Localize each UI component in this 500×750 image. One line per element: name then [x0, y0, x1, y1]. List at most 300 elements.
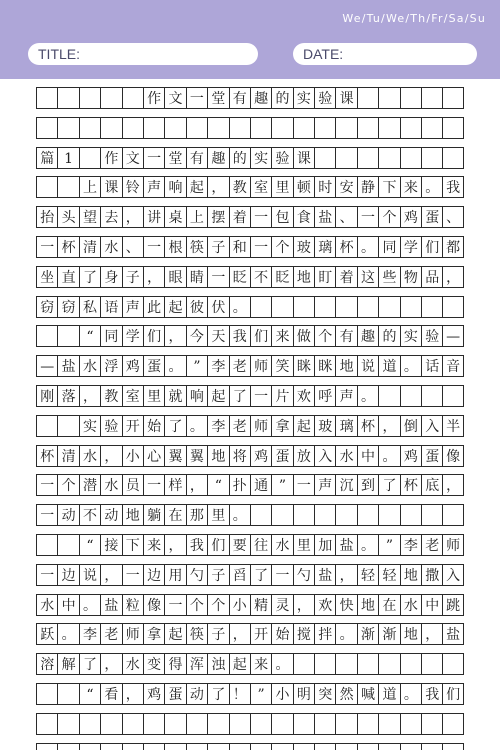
grid-cell [36, 117, 57, 139]
grid-cell: 们 [250, 325, 271, 347]
grid-cell [36, 325, 57, 347]
grid-cell: 鸡 [122, 355, 143, 377]
grid-cell [100, 713, 121, 735]
grid-cell: 个 [314, 325, 335, 347]
grid-cell: 验 [314, 87, 335, 109]
grid-cell [421, 117, 442, 139]
grid-cell: 明 [293, 683, 314, 705]
grid-cell: 粒 [122, 594, 143, 616]
grid-cell: 眯 [314, 355, 335, 377]
grid-cell [271, 743, 292, 750]
grid-cell [400, 653, 421, 675]
grid-cell: 一 [164, 594, 185, 616]
grid-cell: 下 [378, 176, 399, 198]
grid-cell: 潜 [79, 474, 100, 496]
grid-cell: 话 [421, 355, 442, 377]
grid-cell: 璃 [314, 236, 335, 258]
grid-cell [378, 743, 399, 750]
grid-cell [57, 415, 78, 437]
grid-cell: 鸡 [250, 445, 271, 467]
grid-cell: 小 [229, 594, 250, 616]
grid-cell [57, 117, 78, 139]
grid-cell [100, 87, 121, 109]
grid-cell: 伏 [207, 296, 228, 318]
grid-cell: 抬 [36, 206, 57, 228]
grid-cell [314, 653, 335, 675]
grid-cell: 文 [122, 147, 143, 169]
grid-cell: 。 [357, 236, 378, 258]
grid-cell: 跃 [36, 623, 57, 645]
text-row [36, 266, 464, 288]
grid-cell: 坐 [36, 266, 57, 288]
grid-cell: 筷 [186, 236, 207, 258]
grid-cell: 喊 [357, 683, 378, 705]
grid-cell: 同 [100, 325, 121, 347]
grid-cell: 作 [143, 87, 164, 109]
grid-cell: 始 [271, 623, 292, 645]
grid-cell: 老 [100, 623, 121, 645]
grid-cell [36, 534, 57, 556]
grid-cell [229, 713, 250, 735]
grid-cell [57, 87, 78, 109]
text-row [36, 534, 464, 556]
text-row [36, 623, 464, 645]
grid-cell [357, 504, 378, 526]
grid-cell: 道 [378, 683, 399, 705]
grid-cell: 实 [79, 415, 100, 437]
weekday-strip: We/Tu/We/Th/Fr/Sa/Su [342, 12, 486, 25]
grid-cell: 员 [122, 474, 143, 496]
grid-cell: 盐 [442, 623, 463, 645]
grid-cell: 欢 [314, 594, 335, 616]
grid-cell: ， [100, 653, 121, 675]
grid-cell: 着 [229, 206, 250, 228]
grid-cell: 来 [250, 653, 271, 675]
grid-cell [207, 743, 228, 750]
grid-cell [314, 713, 335, 735]
grid-cell: 一 [36, 504, 57, 526]
grid-cell: 李 [207, 355, 228, 377]
grid-cell: 上 [186, 206, 207, 228]
grid-cell: 下 [122, 534, 143, 556]
grid-cell: ” [186, 355, 207, 377]
text-row [36, 594, 464, 616]
grid-cell: 一 [357, 206, 378, 228]
grid-cell: 水 [271, 534, 292, 556]
grid-cell: 。 [229, 504, 250, 526]
grid-cell: 盐 [335, 534, 356, 556]
grid-cell [57, 534, 78, 556]
grid-cell: 呼 [314, 385, 335, 407]
grid-cell [229, 117, 250, 139]
grid-cell: 加 [314, 534, 335, 556]
grid-cell: ， [421, 623, 442, 645]
grid-cell: 璃 [335, 415, 356, 437]
grid-cell: ！ [229, 683, 250, 705]
grid-cell: 用 [164, 564, 185, 586]
grid-cell [271, 713, 292, 735]
grid-cell: 边 [143, 564, 164, 586]
grid-cell: 蛋 [271, 445, 292, 467]
grid-cell: 文 [164, 87, 185, 109]
grid-cell [186, 117, 207, 139]
grid-cell: 杯 [357, 415, 378, 437]
header-band [0, 0, 500, 79]
grid-cell [400, 117, 421, 139]
grid-cell: 一 [143, 236, 164, 258]
grid-cell: 师 [442, 534, 463, 556]
grid-cell: 杯 [400, 474, 421, 496]
grid-cell: — [36, 355, 57, 377]
grid-cell [378, 713, 399, 735]
grid-cell: 着 [335, 266, 356, 288]
grid-cell [378, 296, 399, 318]
grid-cell: 个 [271, 236, 292, 258]
grid-cell: 一 [250, 385, 271, 407]
grid-cell: ， [186, 474, 207, 496]
grid-cell: 翼 [164, 445, 185, 467]
grid-cell: 都 [442, 236, 463, 258]
grid-cell: 了 [164, 415, 185, 437]
grid-cell [442, 117, 463, 139]
grid-cell: 渐 [378, 623, 399, 645]
grid-cell [250, 296, 271, 318]
title-row [36, 87, 464, 109]
grid-cell: 窃 [57, 296, 78, 318]
grid-cell: 地 [400, 564, 421, 586]
grid-cell: 实 [400, 325, 421, 347]
grid-cell: “ [79, 683, 100, 705]
grid-cell [186, 743, 207, 750]
grid-row [36, 743, 464, 750]
grid-cell: 。 [335, 623, 356, 645]
grid-row [36, 117, 464, 139]
grid-cell [335, 147, 356, 169]
grid-cell: 学 [400, 236, 421, 258]
text-row [36, 653, 464, 675]
grid-cell: 根 [164, 236, 185, 258]
grid-cell: 盐 [57, 355, 78, 377]
grid-cell [357, 296, 378, 318]
grid-cell: 一 [271, 564, 292, 586]
grid-cell [122, 117, 143, 139]
text-row [36, 325, 464, 347]
grid-cell: 边 [57, 564, 78, 586]
grid-cell [314, 743, 335, 750]
grid-cell: — [442, 325, 463, 347]
grid-cell: 我 [186, 534, 207, 556]
grid-cell: 验 [421, 325, 442, 347]
grid-cell: 精 [250, 594, 271, 616]
grid-cell: 身 [100, 266, 121, 288]
grid-cell: 眨 [271, 266, 292, 288]
grid-cell [378, 87, 399, 109]
grid-cell: 学 [122, 325, 143, 347]
grid-cell: 私 [79, 296, 100, 318]
grid-cell [79, 117, 100, 139]
grid-cell: 水 [335, 445, 356, 467]
grid-cell [164, 713, 185, 735]
grid-cell: 上 [79, 176, 100, 198]
grid-cell: 突 [314, 683, 335, 705]
grid-cell: 室 [250, 176, 271, 198]
grid-cell [293, 713, 314, 735]
grid-cell: 同 [378, 236, 399, 258]
grid-cell [335, 743, 356, 750]
grid-cell [400, 504, 421, 526]
grid-cell: 浮 [100, 355, 121, 377]
grid-cell [378, 117, 399, 139]
grid-cell: 今 [186, 325, 207, 347]
grid-cell: 讲 [143, 206, 164, 228]
grid-cell [442, 147, 463, 169]
grid-cell: 动 [100, 504, 121, 526]
grid-cell: 一 [36, 564, 57, 586]
grid-cell: 个 [378, 206, 399, 228]
grid-cell: 杯 [36, 445, 57, 467]
grid-cell: 灵 [271, 594, 292, 616]
grid-cell: 不 [250, 266, 271, 288]
grid-cell: 窃 [36, 296, 57, 318]
grid-cell [314, 504, 335, 526]
grid-cell: 趣 [207, 147, 228, 169]
grid-cell: 室 [122, 385, 143, 407]
grid-cell: 开 [250, 623, 271, 645]
grid-cell [293, 504, 314, 526]
grid-cell [335, 653, 356, 675]
grid-cell: 入 [421, 415, 442, 437]
grid-cell: 彼 [186, 296, 207, 318]
grid-cell: 了 [79, 653, 100, 675]
grid-cell [357, 117, 378, 139]
grid-cell: 。 [229, 296, 250, 318]
text-row [36, 415, 464, 437]
grid-cell: 望 [79, 206, 100, 228]
grid-cell [79, 743, 100, 750]
grid-cell: 我 [421, 683, 442, 705]
grid-cell [442, 87, 463, 109]
grid-cell [357, 713, 378, 735]
grid-cell [378, 147, 399, 169]
grid-cell [442, 713, 463, 735]
grid-cell: 老 [229, 415, 250, 437]
grid-cell [314, 147, 335, 169]
grid-cell: 品 [421, 266, 442, 288]
grid-cell [250, 117, 271, 139]
grid-cell: 课 [293, 147, 314, 169]
grid-cell [400, 87, 421, 109]
grid-cell: 李 [207, 415, 228, 437]
grid-cell: 入 [314, 445, 335, 467]
text-row [36, 147, 464, 169]
grid-cell: ， [100, 445, 121, 467]
grid-row [36, 713, 464, 735]
grid-cell [421, 147, 442, 169]
grid-cell: ， [143, 266, 164, 288]
title-field[interactable] [28, 43, 258, 65]
grid-cell: 说 [357, 355, 378, 377]
grid-cell: ， [335, 564, 356, 586]
grid-cell: 轻 [378, 564, 399, 586]
grid-cell [400, 385, 421, 407]
grid-cell: 的 [378, 325, 399, 347]
grid-cell: 将 [229, 445, 250, 467]
grid-cell [36, 713, 57, 735]
grid-cell: 杯 [335, 236, 356, 258]
grid-cell [400, 743, 421, 750]
grid-cell [36, 415, 57, 437]
grid-cell [421, 653, 442, 675]
grid-cell: 。 [57, 623, 78, 645]
grid-cell: 。 [186, 415, 207, 437]
grid-cell: 渐 [357, 623, 378, 645]
grid-cell: 。 [400, 683, 421, 705]
grid-cell: 子 [207, 623, 228, 645]
grid-cell [421, 504, 442, 526]
grid-cell: ， [442, 266, 463, 288]
grid-cell: 舀 [229, 564, 250, 586]
grid-cell: 有 [229, 87, 250, 109]
grid-cell: 变 [143, 653, 164, 675]
grid-cell [442, 296, 463, 318]
grid-cell: 那 [186, 504, 207, 526]
grid-cell: 倒 [400, 415, 421, 437]
grid-cell: ， [207, 176, 228, 198]
grid-cell: 师 [250, 415, 271, 437]
text-row [36, 206, 464, 228]
grid-cell [229, 743, 250, 750]
grid-cell: 水 [79, 355, 100, 377]
grid-cell: 桌 [164, 206, 185, 228]
grid-cell: 头 [57, 206, 78, 228]
date-field[interactable] [293, 43, 477, 65]
grid-cell: 了 [79, 266, 100, 288]
grid-cell: ， [164, 325, 185, 347]
grid-cell [421, 87, 442, 109]
grid-cell [400, 147, 421, 169]
grid-cell: 。 [400, 355, 421, 377]
grid-cell: 静 [357, 176, 378, 198]
grid-cell: 。 [164, 355, 185, 377]
grid-cell: 里 [207, 504, 228, 526]
grid-cell: 。 [271, 653, 292, 675]
grid-cell: 。 [357, 385, 378, 407]
grid-cell: 地 [207, 445, 228, 467]
grid-cell [36, 683, 57, 705]
grid-cell: 验 [271, 147, 292, 169]
grid-cell: 响 [164, 176, 185, 198]
grid-cell: 然 [335, 683, 356, 705]
grid-cell: “ [79, 534, 100, 556]
grid-cell: 溶 [36, 653, 57, 675]
grid-cell: 起 [229, 653, 250, 675]
grid-cell: 音 [442, 355, 463, 377]
grid-cell: 到 [357, 474, 378, 496]
grid-cell: 包 [271, 206, 292, 228]
grid-cell: 一 [186, 87, 207, 109]
grid-cell: 起 [164, 296, 185, 318]
grid-cell: ， [100, 564, 121, 586]
grid-cell: 笑 [271, 355, 292, 377]
grid-cell [36, 176, 57, 198]
grid-cell [442, 743, 463, 750]
grid-cell: 教 [229, 176, 250, 198]
grid-cell [271, 117, 292, 139]
grid-cell: 堂 [164, 147, 185, 169]
grid-cell: 始 [143, 415, 164, 437]
grid-cell: 小 [271, 683, 292, 705]
grid-cell: 食 [293, 206, 314, 228]
grid-cell: 入 [442, 564, 463, 586]
grid-cell: 作 [100, 147, 121, 169]
grid-cell: 接 [100, 534, 121, 556]
grid-cell: 蛋 [143, 355, 164, 377]
grid-cell: 安 [335, 176, 356, 198]
grid-cell [400, 713, 421, 735]
grid-cell: 、 [442, 206, 463, 228]
grid-cell [57, 176, 78, 198]
grid-cell: 声 [314, 474, 335, 496]
grid-cell: “ [79, 325, 100, 347]
grid-cell: 的 [229, 147, 250, 169]
grid-cell [186, 713, 207, 735]
grid-cell: 声 [122, 296, 143, 318]
grid-cell: 就 [164, 385, 185, 407]
grid-cell: 起 [293, 415, 314, 437]
grid-cell [57, 683, 78, 705]
grid-cell: 不 [79, 504, 100, 526]
grid-cell: 清 [79, 236, 100, 258]
grid-cell: 说 [79, 564, 100, 586]
grid-cell: 课 [100, 176, 121, 198]
grid-cell: 子 [207, 564, 228, 586]
grid-cell: 里 [293, 534, 314, 556]
grid-cell [100, 743, 121, 750]
grid-cell: 在 [378, 594, 399, 616]
grid-cell: 解 [57, 653, 78, 675]
grid-cell: ” [250, 683, 271, 705]
grid-cell: 去 [100, 206, 121, 228]
grid-cell [314, 296, 335, 318]
text-row [36, 385, 464, 407]
grid-cell [143, 743, 164, 750]
grid-cell: 里 [271, 176, 292, 198]
grid-cell: 、 [335, 206, 356, 228]
grid-cell: 我 [442, 176, 463, 198]
grid-cell: 中 [421, 594, 442, 616]
grid-cell: 像 [442, 445, 463, 467]
grid-cell: 一 [207, 266, 228, 288]
grid-cell: ” [271, 474, 292, 496]
grid-cell: 放 [293, 445, 314, 467]
text-row [36, 445, 464, 467]
grid-cell: 跳 [442, 594, 463, 616]
grid-cell [79, 713, 100, 735]
grid-cell: 通 [250, 474, 271, 496]
grid-cell [57, 713, 78, 735]
grid-cell: 一 [250, 206, 271, 228]
grid-cell [335, 504, 356, 526]
date-label: DATE: [303, 46, 344, 62]
grid-cell [250, 713, 271, 735]
grid-cell [57, 743, 78, 750]
grid-cell [357, 87, 378, 109]
grid-cell [207, 713, 228, 735]
grid-cell [293, 117, 314, 139]
grid-cell [335, 713, 356, 735]
grid-cell: 一 [143, 147, 164, 169]
grid-cell: 筷 [186, 623, 207, 645]
